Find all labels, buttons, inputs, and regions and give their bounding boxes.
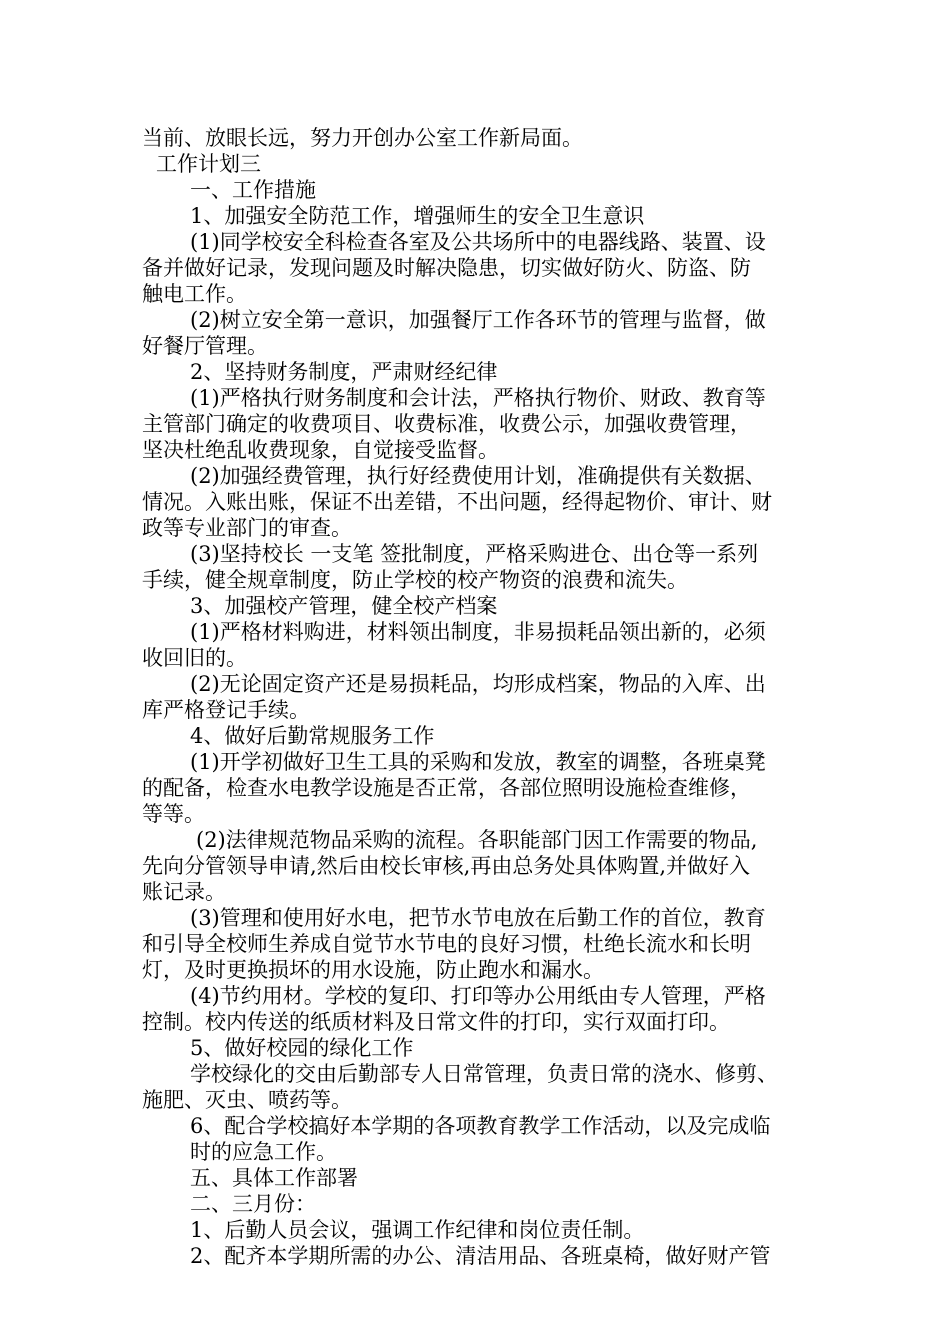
text-line: 控制。校内传送的纸质材料及日常文件的打印，实行双面打印。: [142, 1010, 730, 1034]
text-line: 学校绿化的交由后勤部专人日常管理，负责日常的浇水、修剪、: [190, 1062, 778, 1086]
text-line: 手续，健全规章制度，防止学校的校产物资的浪费和流失。: [142, 568, 688, 592]
subsection-heading: 4、做好后勤常规服务工作: [190, 724, 435, 748]
text-line: 主管部门确定的收费项目、收费标准，收费公示，加强收费管理，: [142, 412, 751, 436]
subsection-heading: 1、加强安全防范工作，增强师生的安全卫生意识: [190, 204, 645, 228]
text-line: (1)严格执行财务制度和会计法，严格执行物价、财政、教育等: [190, 386, 766, 410]
text-line: (3)坚持校长 一支笔 签批制度，严格采购进仓、出仓等一系列: [190, 542, 759, 566]
text-line: 施肥、灭虫、喷药等。: [142, 1088, 352, 1112]
section-heading: 工作计划三: [156, 152, 261, 176]
text-line: (1)严格材料购进，材料领出制度，非易损耗品领出新的，必须: [190, 620, 766, 644]
section-heading: 二、三月份：: [190, 1192, 316, 1216]
text-line: 2、配齐本学期所需的办公、清洁用品、各班桌椅，做好财产管: [190, 1244, 771, 1268]
text-line: 当前、放眼长远，努力开创办公室工作新局面。: [142, 126, 583, 150]
text-line: 时的应急工作。: [190, 1140, 337, 1164]
text-line: 的配备，检查水电教学设施是否正常，各部位照明设施检查维修，: [142, 776, 751, 800]
subsection-heading: 3、加强校产管理，健全校产档案: [190, 594, 498, 618]
text-line: 收回旧的。: [142, 646, 247, 670]
text-line: (2)树立安全第一意识，加强餐厅工作各环节的管理与监督，做: [190, 308, 766, 332]
text-line: (2)加强经费管理，执行好经费使用计划，准确提供有关数据、: [190, 464, 766, 488]
subsection-heading: 5、做好校园的绿化工作: [190, 1036, 414, 1060]
text-line: (1)开学初做好卫生工具的采购和发放，教室的调整，各班桌凳: [190, 750, 766, 774]
text-line: (1)同学校安全科检查各室及公共场所中的电器线路、装置、设: [190, 230, 766, 254]
text-line: 灯，及时更换损坏的用水设施，防止跑水和漏水。: [142, 958, 604, 982]
text-line: 库严格登记手续。: [142, 698, 310, 722]
text-line: (4)节约用材。学校的复印、打印等办公用纸由专人管理，严格: [190, 984, 766, 1008]
text-line: 情况。入账出账，保证不出差错，不出问题，经得起物价、审计、财: [142, 490, 772, 514]
text-line: 1、后勤人员会议，强调工作纪律和岗位责任制。: [190, 1218, 645, 1242]
text-line: 政等专业部门的审查。: [142, 516, 352, 540]
text-line: (2)法律规范物品采购的流程。各职能部门因工作需要的物品,: [196, 828, 758, 852]
text-line: (2)无论固定资产还是易损耗品，均形成档案，物品的入库、出: [190, 672, 766, 696]
text-line: 等等。: [142, 802, 205, 826]
text-line: 好餐厅管理。: [142, 334, 268, 358]
text-line: 6、配合学校搞好本学期的各项教育教学工作活动，以及完成临: [190, 1114, 771, 1138]
section-heading: 五、具体工作部署: [190, 1166, 358, 1190]
section-heading: 一、工作措施: [190, 178, 316, 202]
text-line: 触电工作。: [142, 282, 247, 306]
text-line: 备并做好记录，发现问题及时解决隐患，切实做好防火、防盗、防: [142, 256, 751, 280]
subsection-heading: 2、坚持财务制度，严肃财经纪律: [190, 360, 498, 384]
text-line: (3)管理和使用好水电，把节水节电放在后勤工作的首位，教育: [190, 906, 766, 930]
text-line: 和引导全校师生养成自觉节水节电的良好习惯，杜绝长流水和长明: [142, 932, 751, 956]
text-line: 账记录。: [142, 880, 226, 904]
text-line: 坚决杜绝乱收费现象，自觉接受监督。: [142, 438, 499, 462]
text-line: 先向分管领导申请,然后由校长审核,再由总务处具体购置,并做好入: [142, 854, 751, 878]
